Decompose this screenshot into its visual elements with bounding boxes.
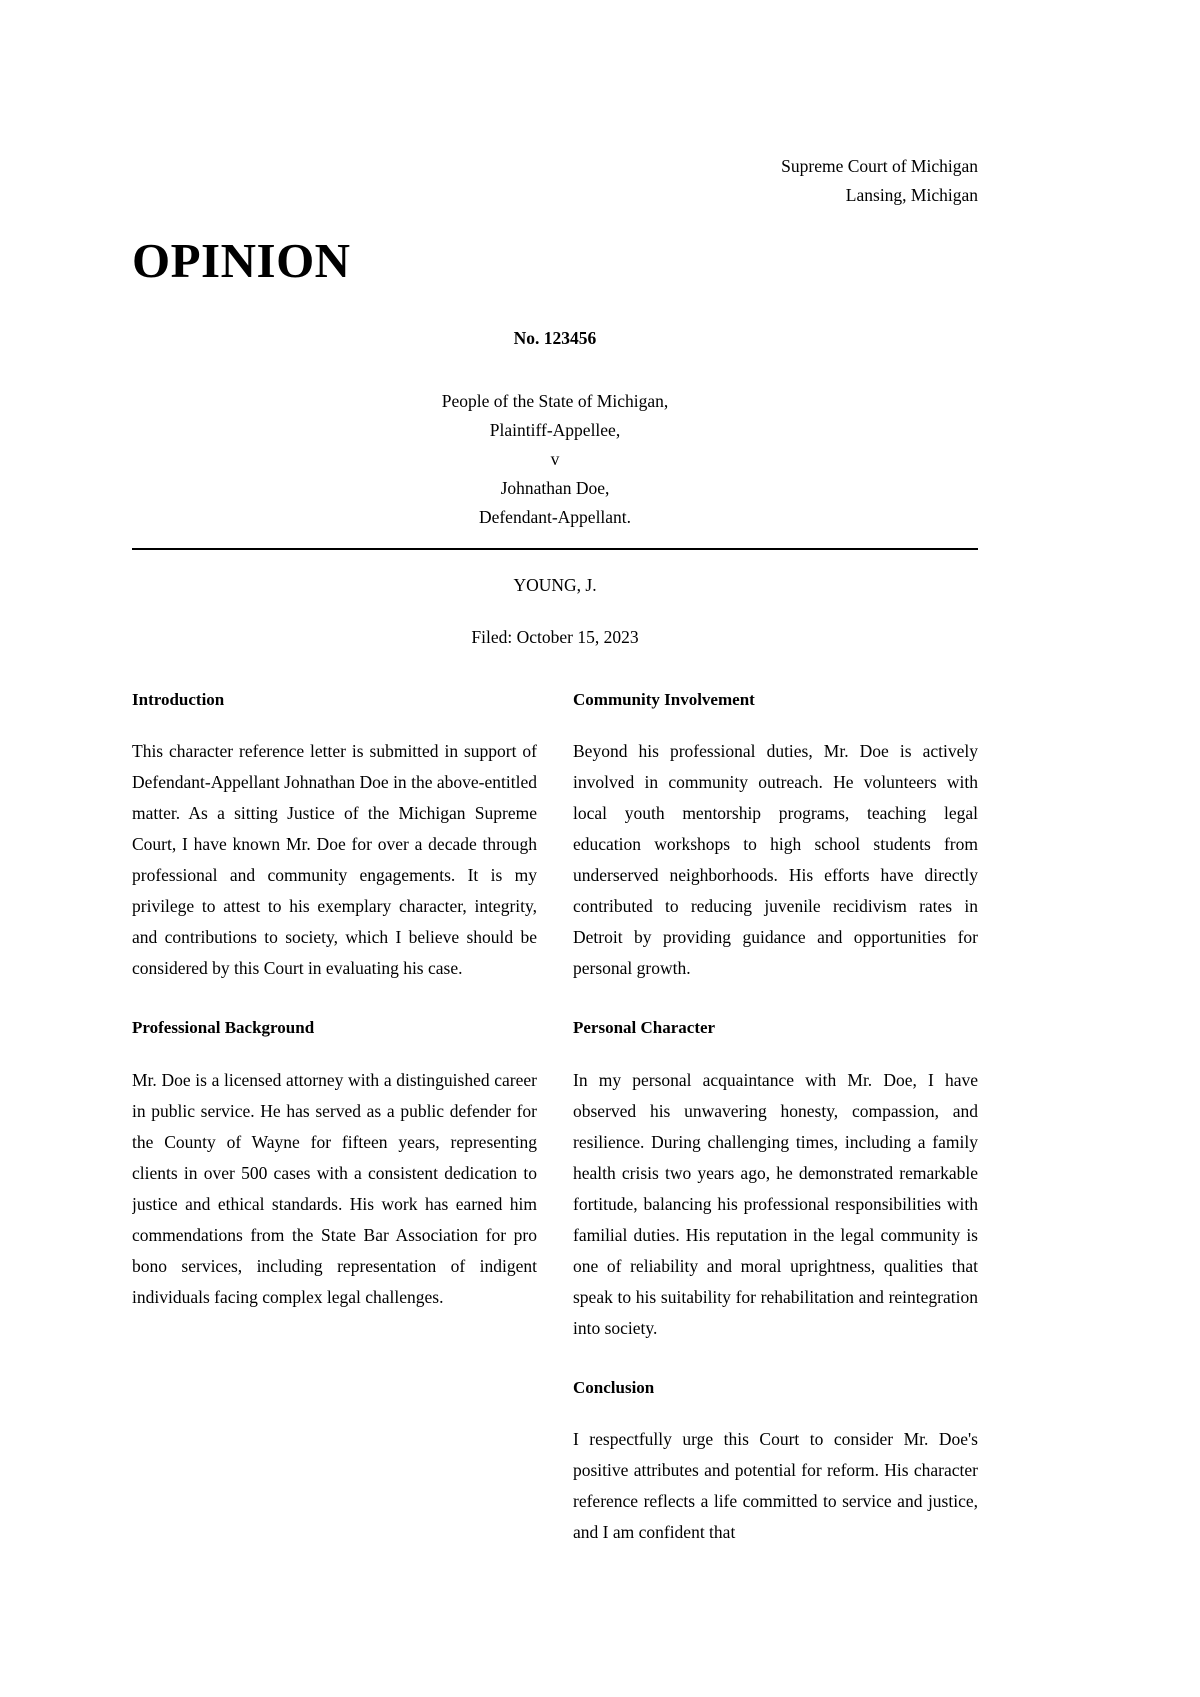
section-paragraph: Mr. Doe is a licensed attorney with a distinguished career in public service. He has served as a public defender for the County of Wayne for fifteen years, representing clients in over 500 cases with a consistent dedication to justice and ethical standards. His work has earned him commendations from the State Bar Association for pro bono services, including representation of indigent individuals facing complex legal challenges. [132,1069,537,1307]
body-column-left [132,690,537,1313]
court-city: Lansing, Michigan [845,185,978,205]
opinion-body [132,690,978,1697]
defendant-name: Johnathan Doe, [500,478,610,498]
section-heading: Community Involvement [573,690,755,709]
versus-separator: v [550,449,560,469]
section-community-involvement [573,690,978,984]
authoring-justice: YOUNG, J. [513,575,597,595]
section-introduction [132,690,537,984]
filed-date: Filed: October 15, 2023 [471,627,639,647]
section-conclusion [573,1378,978,1548]
section-paragraph: I respectfully urge this Court to consider Mr. Doe's positive attributes and potential for reform. His character reference reflects a life committed to service and justice, and I am confident that [573,1429,978,1543]
section-paragraph: This character reference letter is submitted in support of Defendant-Appellant Johnathan Doe in the above-entitled matter. As a sitting Justice of the Michigan Supreme Court, I have known Mr. Doe for over a decade through professional and community engagements. It is my privilege to attest to his exemplary character, integrity, and contributions to society, which I believe should be considered by this Court in evaluating his case. [132,741,537,979]
plaintiff-name: People of the State of Michigan, [441,391,669,411]
section-heading: Personal Character [573,1018,716,1038]
caption-divider [132,548,978,550]
court-header [781,152,978,210]
page-title: OPINION [132,233,351,288]
section-professional-background [132,1018,537,1312]
section-heading: Conclusion [573,1377,655,1397]
case-caption [132,328,978,532]
court-name: Supreme Court of Michigan [781,156,978,176]
section-heading: Professional Background [132,1018,315,1038]
body-column-right [573,690,978,1548]
plaintiff-role: Plaintiff-Appellee, [489,420,621,440]
section-heading: Introduction [132,690,225,709]
case-number: No. 123456 [513,328,597,348]
section-paragraph: Beyond his professional duties, Mr. Doe is actively involved in community outreach. He volunteers with local youth mentorship programs, teaching legal education workshops to high school students from underserved neighborhoods. His efforts have directly contributed to reducing juvenile recidivism rates in Detroit by providing guidance and opportunities for personal growth. [573,741,978,979]
section-paragraph: In my personal acquaintance with Mr. Doe, I have observed his unwavering honesty, compassion, and resilience. During challenging times, including a family health crisis two years ago, he demonstrated remarkable fortitude, balancing his professional responsibilities with familial duties. His reputation in the legal community is one of reliability and moral uprightness, qualities that speak to his suitability for rehabilitation and reintegration into society. [573,1069,978,1338]
section-personal-character [573,1018,978,1343]
defendant-role: Defendant-Appellant. [478,507,632,527]
